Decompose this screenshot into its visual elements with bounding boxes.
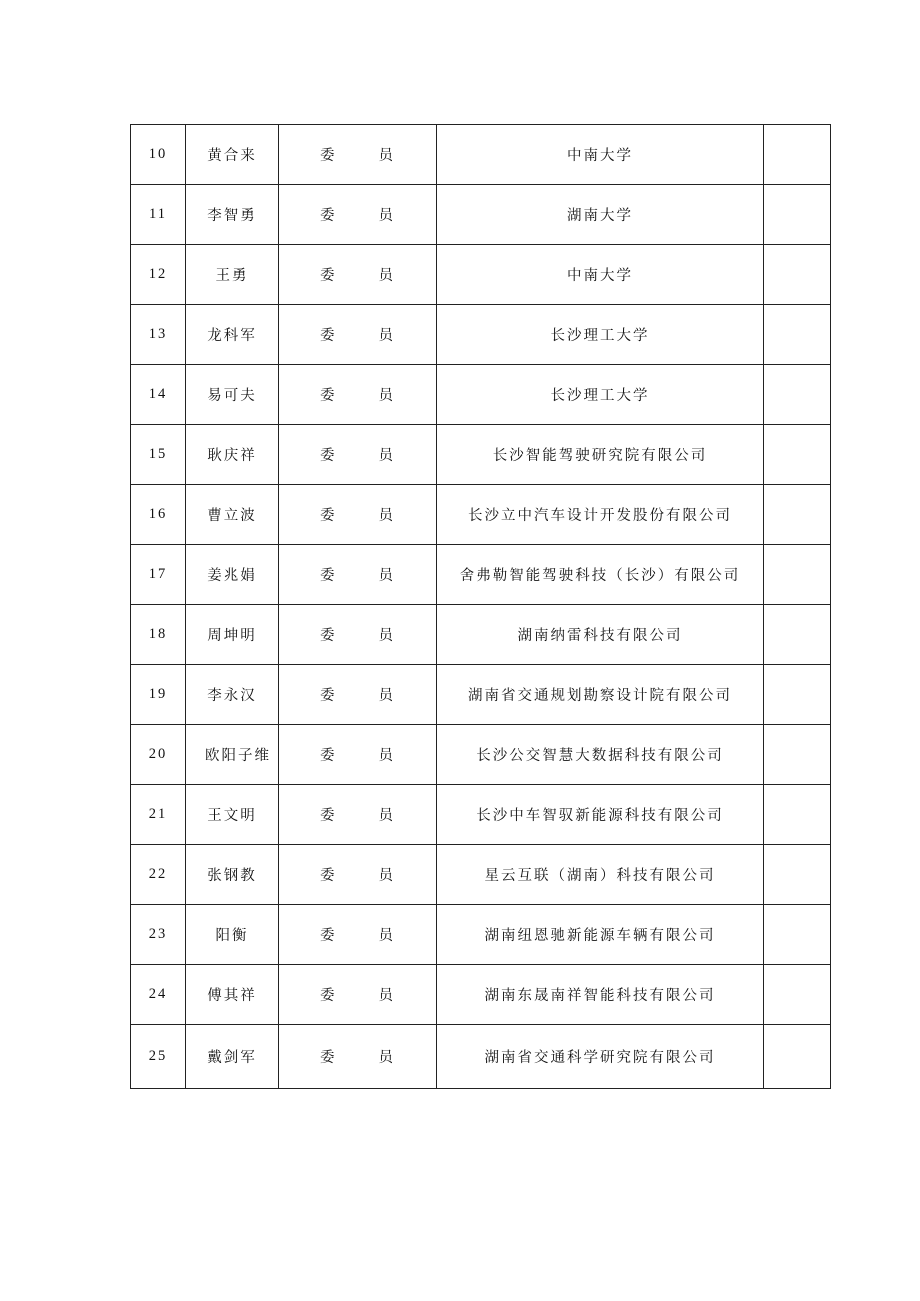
remarks-cell [764,1025,831,1089]
committee-roster-table [130,124,831,1089]
member-role-cell [279,665,437,725]
role-char-second: 员 [378,628,395,644]
role-char-first: 委 [320,1050,337,1066]
role-char-second: 员 [378,388,395,404]
member-role-cell [279,845,437,905]
table-row [131,185,831,245]
role-char-second: 员 [378,148,395,164]
role-char-second: 员 [378,988,395,1004]
role-char-second: 员 [378,808,395,824]
remarks-cell [764,425,831,485]
table-row [131,845,831,905]
row-number-cell: 16 [131,485,186,545]
member-name-cell: 张钢教 [186,845,279,905]
member-name-cell: 李永汉 [186,665,279,725]
member-name-cell: 姜兆娟 [186,545,279,605]
member-name-cell: 耿庆祥 [186,425,279,485]
member-name-cell: 傅其祥 [186,965,279,1025]
member-role-cell [279,245,437,305]
table-row [131,365,831,425]
role-char-second: 员 [378,328,395,344]
member-role-cell [279,125,437,185]
remarks-cell [764,185,831,245]
remarks-cell [764,485,831,545]
member-name-cell: 阳衡 [186,905,279,965]
role-char-first: 委 [320,568,337,584]
remarks-cell [764,125,831,185]
role-char-first: 委 [320,508,337,524]
member-organization-cell: 长沙理工大学 [437,365,764,425]
table-row [131,725,831,785]
member-role-cell [279,425,437,485]
table-row [131,785,831,845]
row-number-cell: 11 [131,185,186,245]
row-number-cell: 25 [131,1025,186,1089]
member-organization-cell: 湖南省交通规划勘察设计院有限公司 [437,665,764,725]
member-role-cell [279,485,437,545]
row-number-cell: 13 [131,305,186,365]
member-name-cell: 王勇 [186,245,279,305]
table-row [131,605,831,665]
member-name-cell: 欧阳子维 [186,725,279,785]
member-name-cell: 王文明 [186,785,279,845]
role-char-first: 委 [320,388,337,404]
member-organization-cell: 湖南省交通科学研究院有限公司 [437,1025,764,1089]
member-organization-cell: 中南大学 [437,125,764,185]
role-char-first: 委 [320,868,337,884]
member-organization-cell: 星云互联（湖南）科技有限公司 [437,845,764,905]
member-organization-cell: 中南大学 [437,245,764,305]
row-number-cell: 15 [131,425,186,485]
row-number-cell: 23 [131,905,186,965]
row-number-cell: 24 [131,965,186,1025]
role-char-first: 委 [320,988,337,1004]
role-char-first: 委 [320,148,337,164]
role-char-second: 员 [378,508,395,524]
remarks-cell [764,245,831,305]
row-number-cell: 21 [131,785,186,845]
table-row [131,125,831,185]
row-number-cell: 10 [131,125,186,185]
member-organization-cell: 长沙公交智慧大数据科技有限公司 [437,725,764,785]
member-organization-cell: 湖南纽恩驰新能源车辆有限公司 [437,905,764,965]
member-name-cell: 周坤明 [186,605,279,665]
member-name-cell: 戴剑军 [186,1025,279,1089]
role-char-first: 委 [320,628,337,644]
role-char-first: 委 [320,268,337,284]
member-role-cell [279,905,437,965]
row-number-cell: 17 [131,545,186,605]
role-char-first: 委 [320,208,337,224]
remarks-cell [764,725,831,785]
member-organization-cell: 长沙智能驾驶研究院有限公司 [437,425,764,485]
row-number-cell: 18 [131,605,186,665]
member-role-cell [279,785,437,845]
table-row [131,905,831,965]
member-name-cell: 李智勇 [186,185,279,245]
role-char-second: 员 [378,268,395,284]
role-char-second: 员 [378,688,395,704]
member-role-cell [279,305,437,365]
role-char-second: 员 [378,448,395,464]
member-name-cell: 易可夫 [186,365,279,425]
remarks-cell [764,905,831,965]
row-number-cell: 12 [131,245,186,305]
table-row [131,1025,831,1089]
member-role-cell [279,365,437,425]
table-row [131,965,831,1025]
member-organization-cell: 湖南东晟南祥智能科技有限公司 [437,965,764,1025]
role-char-first: 委 [320,928,337,944]
remarks-cell [764,305,831,365]
member-role-cell [279,605,437,665]
member-organization-cell: 长沙立中汽车设计开发股份有限公司 [437,485,764,545]
member-name-cell: 龙科军 [186,305,279,365]
role-char-first: 委 [320,328,337,344]
row-number-cell: 22 [131,845,186,905]
member-role-cell [279,545,437,605]
remarks-cell [764,365,831,425]
role-char-second: 员 [378,568,395,584]
row-number-cell: 14 [131,365,186,425]
role-char-first: 委 [320,748,337,764]
member-organization-cell: 长沙中车智驭新能源科技有限公司 [437,785,764,845]
role-char-second: 员 [378,748,395,764]
role-char-first: 委 [320,448,337,464]
role-char-first: 委 [320,808,337,824]
row-number-cell: 19 [131,665,186,725]
member-role-cell [279,965,437,1025]
remarks-cell [764,545,831,605]
table-row [131,425,831,485]
member-role-cell [279,725,437,785]
role-char-second: 员 [378,1050,395,1066]
remarks-cell [764,785,831,845]
remarks-cell [764,845,831,905]
role-char-second: 员 [378,868,395,884]
role-char-first: 委 [320,688,337,704]
member-name-cell: 曹立波 [186,485,279,545]
member-organization-cell: 舍弗勒智能驾驶科技（长沙）有限公司 [437,545,764,605]
table-row [131,665,831,725]
member-organization-cell: 湖南纳雷科技有限公司 [437,605,764,665]
remarks-cell [764,965,831,1025]
table-row [131,245,831,305]
role-char-second: 员 [378,928,395,944]
role-char-second: 员 [378,208,395,224]
table-row [131,305,831,365]
member-organization-cell: 湖南大学 [437,185,764,245]
table-row [131,545,831,605]
member-organization-cell: 长沙理工大学 [437,305,764,365]
row-number-cell: 20 [131,725,186,785]
table-row [131,485,831,545]
roster-body [131,125,831,1089]
remarks-cell [764,605,831,665]
member-role-cell [279,185,437,245]
member-role-cell [279,1025,437,1089]
remarks-cell [764,665,831,725]
member-name-cell: 黄合来 [186,125,279,185]
